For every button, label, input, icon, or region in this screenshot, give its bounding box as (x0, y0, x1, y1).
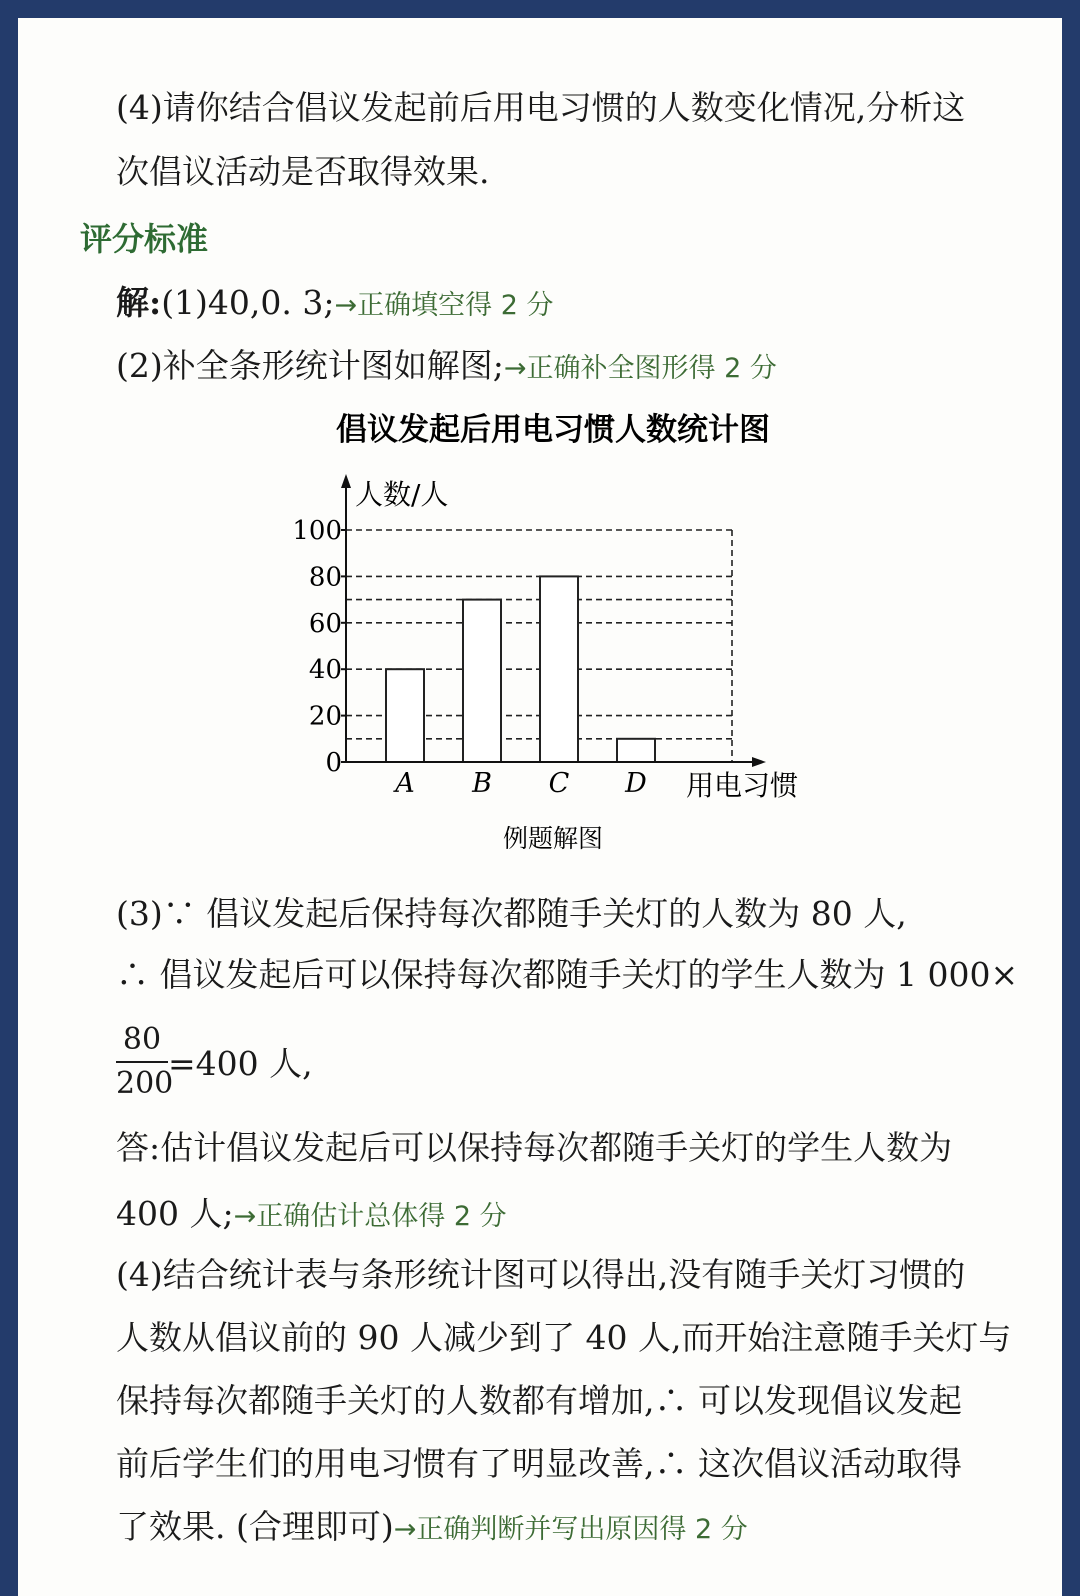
solution-1-note: →正确填空得 2 分 (334, 290, 554, 321)
bar-chart (0, 400, 1080, 870)
answer-note: →正确估计总体得 2 分 (233, 1201, 507, 1232)
question-4-line-2: 次倡议活动是否取得效果. (116, 152, 490, 191)
bar-C (540, 576, 578, 762)
solution-4-line-1: (4)结合统计表与条形统计图可以得出,没有随手关灯习惯的 (116, 1255, 966, 1294)
x-axis-label: 用电习惯 (686, 769, 799, 802)
scoring-standard-heading: 评分标准 (80, 220, 209, 258)
answer-text: 400 人; (116, 1194, 234, 1233)
solution-4-line-2: 人数从倡议前的 90 人减少到了 40 人,而开始注意随手关灯与 (116, 1318, 1012, 1357)
y-axis-arrow (341, 474, 351, 488)
x-tick-label: B (472, 768, 492, 799)
solution-2-text: (2)补全条形统计图如解图; (116, 346, 504, 385)
solution-3-line-1: (3)∵ 倡议发起后保持每次都随手关灯的人数为 80 人, (116, 894, 907, 933)
x-tick-label: D (625, 768, 647, 799)
answer-line-2 (116, 1194, 507, 1237)
solution-1-text: (1)40,0. 3; (161, 283, 335, 322)
answer-line-1: 答:估计倡议发起后可以保持每次都随手关灯的学生人数为 (116, 1128, 953, 1167)
solution-4-note: →正确判断并写出原因得 2 分 (393, 1514, 748, 1545)
solution-4-line-5-text: 了效果. (合理即可) (116, 1507, 394, 1546)
solution-4-line-3: 保持每次都随手关灯的人数都有增加,∴ 可以发现倡议发起 (116, 1381, 962, 1420)
chart-caption: 例题解图 (502, 824, 604, 853)
y-tick-label: 100 (292, 516, 342, 546)
chart-title: 倡议发起后用电习惯人数统计图 (336, 412, 770, 448)
solution-3-line-3: =400 人, (168, 1044, 313, 1083)
solution-4-line-4: 前后学生们的用电习惯有了明显改善,∴ 这次倡议活动取得 (116, 1444, 962, 1483)
bar-D (617, 739, 655, 762)
y-tick-label: 40 (308, 655, 342, 686)
x-tick-label: A (395, 768, 415, 799)
bar-B (463, 600, 501, 762)
y-tick-label: 20 (308, 701, 342, 732)
fraction (116, 1022, 174, 1102)
x-tick-label: C (548, 768, 570, 799)
solution-label: 解: (116, 283, 162, 322)
solution-4-line-5 (116, 1507, 748, 1550)
x-axis-arrow (752, 757, 766, 767)
y-tick-label: 0 (325, 748, 342, 778)
y-axis-label: 人数/人 (355, 478, 449, 511)
fraction-numerator: 80 (122, 1022, 162, 1057)
y-tick-label: 60 (308, 608, 342, 639)
solution-2 (116, 346, 777, 389)
solution-1 (116, 283, 553, 326)
fraction-bar (116, 1061, 168, 1063)
solution-2-note: →正确补全图形得 2 分 (503, 353, 777, 384)
y-tick-label: 80 (308, 562, 342, 593)
fraction-denominator: 200 (116, 1066, 174, 1101)
bar-A (386, 669, 424, 762)
solution-3-line-2: ∴ 倡议发起后可以保持每次都随手关灯的学生人数为 1 000× (116, 955, 1019, 994)
question-4-line-1: (4)请你结合倡议发起前后用电习惯的人数变化情况,分析这 (116, 88, 966, 127)
